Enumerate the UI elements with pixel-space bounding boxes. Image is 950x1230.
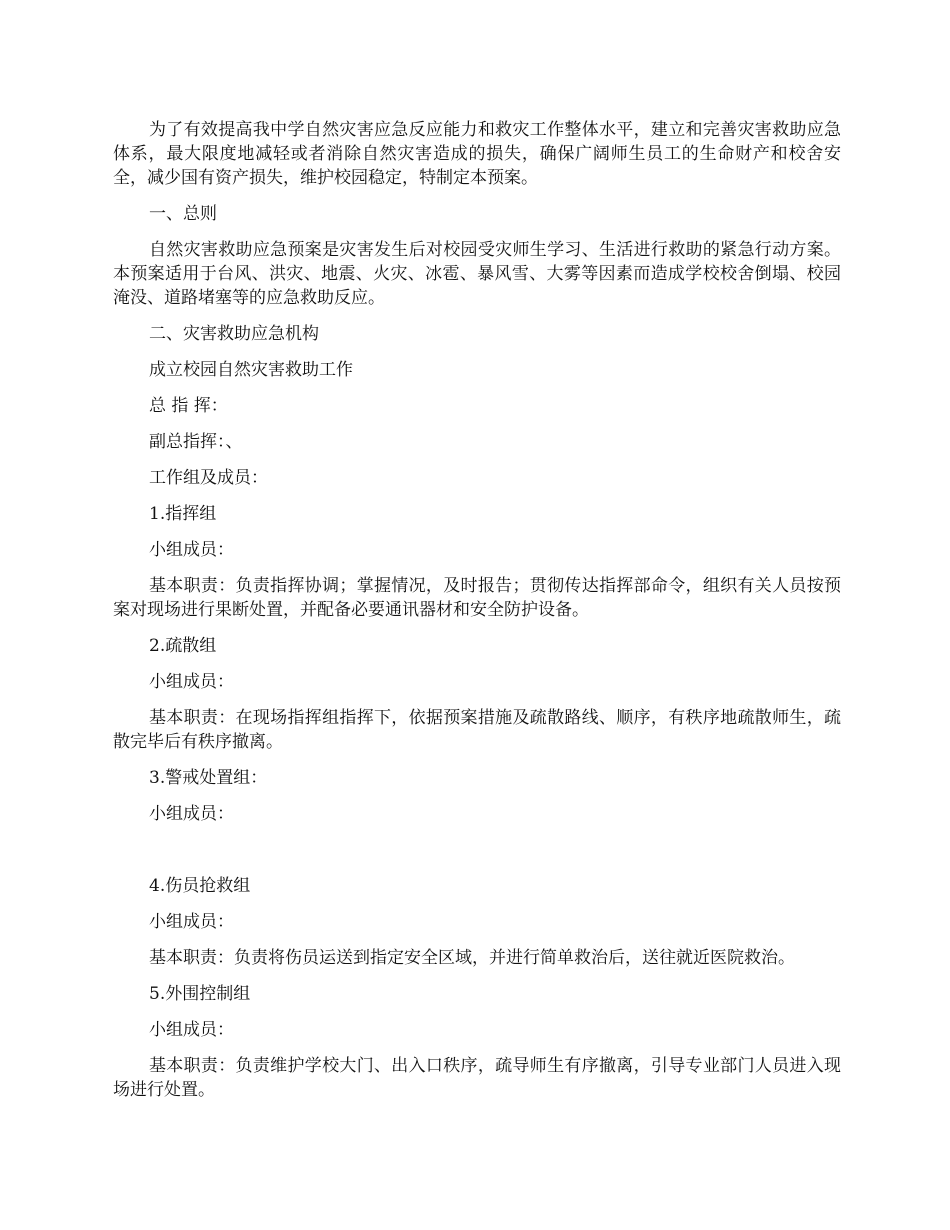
team-duty-perimeter: 基本职责：负责维护学校大门、出入口秩序，疏导师生有序撤离，引导专业部门人员进入现场进行处置。 (113, 1056, 841, 1100)
deputy-commander-line: 副总指挥：、 (149, 432, 243, 452)
document-page (113, 118, 841, 1114)
teams-line: 工作组及成员： (149, 468, 268, 488)
team-members-rescue: 小组成员： (149, 912, 234, 932)
team-heading-guard: 3.警戒处置组： (149, 768, 268, 788)
team-members-command: 小组成员： (149, 540, 234, 560)
intro-paragraph: 为了有效提高我中学自然灾害应急反应能力和救灾工作整体水平，建立和完善灾害救助应急体系，最大限度地减轻或者消除自然灾害造成的损失，确保广阔师生员工的生命财产和校舍安全，减少国有资产损失，维护校园稳定，特制定本预案。 (113, 120, 841, 188)
blank-space (113, 838, 841, 874)
team-heading-rescue: 4.伤员抢救组 (149, 876, 251, 896)
team-members-evacuation: 小组成员： (149, 672, 234, 692)
team-heading-perimeter: 5.外围控制组 (149, 984, 251, 1004)
section-heading-general: 一、总则 (149, 204, 217, 224)
team-duty-rescue: 基本职责：负责将伤员运送到指定安全区域，并进行简单救治后，送往就近医院救治。 (149, 948, 795, 968)
team-members-perimeter: 小组成员： (149, 1020, 234, 1040)
organization-line: 成立校园自然灾害救助工作 (149, 360, 353, 380)
team-heading-evacuation: 2.疏散组 (149, 636, 217, 656)
section-heading-organization: 二、灾害救助应急机构 (149, 324, 319, 344)
team-heading-command: 1.指挥组 (149, 504, 217, 524)
team-duty-evacuation: 基本职责：在现场指挥组指挥下，依据预案措施及疏散路线、顺序，有秩序地疏散师生，疏散完毕后有秩序撤离。 (113, 708, 841, 752)
commander-line: 总 指 挥： (149, 396, 228, 416)
general-paragraph: 自然灾害救助应急预案是灾害发生后对校园受灾师生学习、生活进行救助的紧急行动方案。本预案适用于台风、洪灾、地震、火灾、冰雹、暴风雪、大雾等因素而造成学校校舍倒塌、校园淹没、道路堵塞等的应急救助反应。 (113, 240, 841, 308)
team-members-guard: 小组成员： (149, 804, 234, 824)
team-duty-command: 基本职责：负责指挥协调；掌握情况，及时报告；贯彻传达指挥部命令，组织有关人员按预案对现场进行果断处置，并配备必要通讯器材和安全防护设备。 (113, 576, 841, 620)
